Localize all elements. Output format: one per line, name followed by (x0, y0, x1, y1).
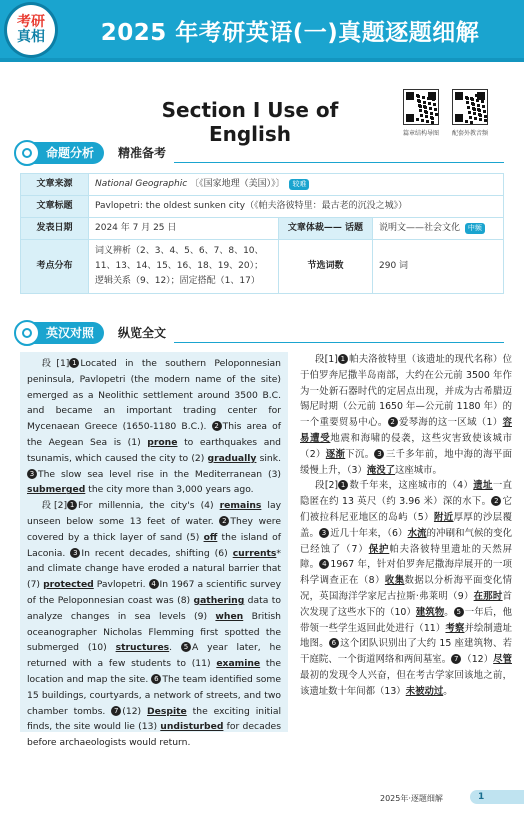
answer-word: undisturbed (160, 721, 224, 733)
compare-underline (174, 342, 504, 343)
sentence-number: 3 (27, 469, 37, 479)
answer-word: currents (232, 547, 277, 559)
text-run: 下沉。 (345, 448, 375, 460)
footer-text: 2025年·逐题细解 (380, 794, 443, 803)
qr-module (429, 107, 432, 110)
text-run: 三千多年前，地中海的海平面缓慢上升，（3） (300, 448, 512, 476)
answer-word: 未被动过 (405, 685, 444, 697)
qr-module (483, 110, 486, 113)
sentence-number: 4 (319, 559, 329, 569)
answer-word: Despite (147, 705, 187, 717)
compare-pill-label: 英汉对照 (46, 326, 95, 340)
sentence-number: 2 (388, 417, 398, 427)
text-run: 并绘制遗址地图。 (300, 622, 512, 650)
sentence-number: 2 (491, 496, 501, 506)
text-run: sink. (256, 452, 281, 464)
book-title: 2025 年考研英语(一)真题逐题细解 (100, 20, 480, 46)
chinese-translation (300, 352, 512, 700)
qr-module (435, 113, 438, 116)
answer-word: 尽管 (493, 654, 512, 666)
text-run: A year later, he returned with a few students to (11) (27, 642, 282, 670)
text-run: 数千年来，这座城市的（4） (349, 480, 474, 492)
answer-word: submerged (27, 484, 86, 496)
qr-module (478, 109, 481, 112)
qr-module (473, 112, 476, 115)
text-run: 帕夫洛彼特里遗址的天然屏障。 (300, 543, 512, 571)
english-paragraph-2 (27, 498, 281, 751)
qr-module (428, 102, 431, 105)
qr-module (479, 114, 482, 117)
qr-module (475, 94, 478, 97)
chinese-paragraph-1 (300, 352, 512, 478)
text-run: . (169, 642, 181, 654)
source-value (89, 174, 504, 196)
text-run: to earthquakes and tsunamis, which caused the city to (2) (27, 436, 281, 464)
analysis-subtitle: 精准备考 (118, 146, 167, 160)
text-run: 。 (443, 685, 453, 697)
qr-module (430, 112, 433, 115)
text-run: 地震和海啸的侵袭，这些灾害致使该城市（2） (300, 432, 512, 460)
text-run: * and climate change have eroded a natural barrier that (7) (27, 547, 281, 591)
text-run: (12) (122, 705, 148, 717)
sentence-number: 5 (181, 642, 191, 652)
answer-word: 保护 (368, 543, 390, 555)
answer-word: 附近 (433, 511, 454, 523)
qr-module (465, 120, 468, 123)
qr-module (471, 98, 474, 101)
text-run: 厚厚的沙层覆盖。 (300, 511, 512, 539)
text-run: Located in the southern Peloponnesian peninsula, Pavlopetri (the modern name of the site) emerged as a Neolithic settlement around 3500 B.C. and became an important trading center for Mycenaean Greece (1650-1180 B.C.). (27, 358, 281, 433)
text-run: 一直隐匿在约 13 英尺（约 3.96 米）深的水下。 (300, 480, 512, 508)
sentence-number: 3 (374, 449, 384, 459)
source-cn: 〔《国家地理（美国）》〕 (190, 179, 285, 189)
qr-module (481, 100, 484, 103)
analysis-heading (14, 142, 504, 164)
frequency-badge: 中频 (465, 223, 485, 234)
sentence-number: 1 (338, 354, 348, 364)
qr-module (422, 96, 425, 99)
analysis-pill-label: 命题分析 (46, 146, 95, 160)
sentence-number: 6 (329, 638, 339, 648)
source-name: National Geographic (95, 179, 188, 189)
text-run: data to analyze changes in sea levels (9) (27, 594, 281, 622)
qr-finder-mark (455, 114, 463, 122)
logo-line2: 真相 (17, 29, 45, 45)
qr-module (467, 106, 470, 109)
qr-module (420, 114, 423, 117)
text-run: 它们被拉科尼亚地区的岛屿（5） (300, 496, 512, 523)
page-number: 1 (470, 790, 524, 804)
answer-word: off (203, 531, 218, 543)
qr-module (466, 101, 469, 104)
section-title: Section Ⅰ Use of English (161, 98, 339, 146)
text-run: 段[1] (315, 354, 338, 365)
text-run: 爱琴海的这一区域（1） (398, 417, 503, 429)
answer-word: examine (216, 658, 261, 670)
text-run: the island of Laconia. (27, 531, 281, 559)
brand-logo (4, 2, 58, 58)
word-count-value: 290 词 (373, 240, 504, 294)
compare-heading (14, 322, 504, 344)
sentence-number: 1 (338, 480, 348, 490)
english-passage (20, 352, 288, 749)
qr-module (419, 109, 422, 112)
answer-word: 考察 (445, 622, 465, 634)
qr-module (432, 98, 435, 101)
source-label: 文章来源 (21, 174, 89, 196)
qr-module (474, 117, 477, 120)
english-paragraph-1 (27, 356, 281, 498)
difficulty-badge: 较难 (289, 179, 309, 190)
title-value: Pavlopetri: the oldest sunken city（《帕夫洛彼特里：最古老的沉没之城》） (89, 196, 504, 218)
text-run: 段[2] (41, 500, 68, 512)
qr-module (433, 103, 436, 106)
text-run: 这座城市。 (395, 464, 442, 476)
qr-finder-mark (406, 114, 414, 122)
answer-word: 遗址 (473, 480, 493, 492)
qr-module (482, 105, 485, 108)
magnifier-icon (14, 140, 40, 166)
qr-module (423, 101, 426, 104)
text-run: This area of the Aegean Sea is (1) (27, 421, 281, 448)
text-run: 首次发现了这些水下的（10） (300, 590, 512, 618)
distribution-value: 词义辨析（2、3、4、5、6、7、8、10、11、13、14、15、16、18、19、20）；逻辑关系（9、12）；固定搭配（1、17） (89, 240, 279, 294)
chinese-paragraph-2 (300, 478, 512, 699)
text-run: In recent decades, shifting (6) (81, 547, 233, 559)
text-run: lay unseen below some 13 feet of water. (27, 500, 282, 527)
sentence-number: 6 (151, 674, 161, 684)
genre-text: 说明文——社会文化 (379, 223, 461, 233)
text-run: 这个团队识别出了大约 15 座建筑物、若干庭院、一个街道网络和两间墓室。 (300, 638, 512, 666)
text-run: Pavlopetri. (93, 579, 149, 591)
qr-module (473, 108, 476, 111)
qr-code-structure[interactable] (403, 89, 439, 125)
qr-module (479, 118, 482, 121)
qr-module (417, 95, 420, 98)
text-run: for decades before archaeologists would return. (27, 721, 281, 749)
qr-module (484, 115, 487, 118)
qr-module (432, 94, 435, 97)
text-run: 数据以分析海平面变化情况，英国海洋学家尼古拉斯·弗莱明（9） (300, 575, 512, 602)
header-stripe (0, 58, 524, 62)
text-run: For millennia, the city's (4) (78, 500, 220, 512)
answer-word: structures (115, 642, 170, 654)
qr-code-audio[interactable] (452, 89, 488, 125)
text-run: （12） (462, 654, 494, 666)
answer-word: 收集 (384, 575, 405, 587)
qr-module (466, 97, 469, 100)
text-run: the location and map the site. (27, 658, 281, 685)
text-run: 最初的发现令人兴奋，但在考古学家回该地之前，该遗址数十年间都（13） (300, 669, 512, 697)
distribution-label: 考点分布 (21, 240, 89, 294)
text-run: 的冲刷和气候的变化已经蚀了（7） (300, 527, 512, 555)
genre-label: 文章体裁—— 话题 (279, 218, 373, 240)
text-run: the city more than 3,000 years ago. (85, 484, 254, 496)
sentence-number: 1 (69, 358, 79, 368)
qr-module (424, 106, 427, 109)
text-run: 1967 年，针对伯罗奔尼撒海岸展开的一项科学调查正在（8） (300, 559, 512, 587)
text-run: 。 (444, 606, 454, 618)
qr-module (477, 104, 480, 107)
text-run: 段[1] (41, 358, 70, 369)
analysis-underline (174, 162, 504, 163)
answer-word: 建筑物 (415, 606, 445, 618)
text-run: 段[2] (315, 480, 339, 492)
qr-module (470, 121, 473, 124)
qr-module (421, 119, 424, 122)
answer-word: 容易遭受 (300, 417, 512, 444)
qr-module (484, 119, 487, 122)
qr-module (427, 97, 430, 100)
qr-module (425, 115, 428, 118)
qr-module (431, 121, 434, 124)
sentence-number: 3 (70, 548, 80, 558)
sentence-number: 2 (212, 421, 222, 431)
genre-value (373, 218, 504, 240)
answer-word: gradually (207, 452, 257, 464)
qr-module (426, 120, 429, 123)
text-run: 帕夫洛彼特里（该遗址的现代名称）位于伯罗奔尼撒半岛南部，大约在公元前 3500 年作为一处新石器时代的定居点出现，并成为古希腊迈锡尼时期（公元前 1650 年—公元前 1180 年）的一个重要贸易中心。 (300, 354, 512, 429)
book-icon (14, 320, 40, 346)
article-info-table (20, 173, 504, 294)
title-label: 文章标题 (21, 196, 89, 218)
answer-word: prone (147, 436, 178, 448)
sentence-number: 3 (319, 528, 329, 538)
text-run: 一年后，他带领一些学生返回此处进行（11） (300, 606, 512, 634)
answer-word: gathering (193, 594, 245, 606)
text-run: 近几十年来，（6） (330, 527, 408, 539)
date-value: 2024 年 7 月 25 日 (89, 218, 279, 240)
sentence-number: 4 (149, 579, 159, 589)
sentence-number: 2 (219, 516, 229, 526)
answer-word: 水流 (407, 527, 427, 539)
answer-word: 在那时 (473, 590, 503, 602)
qr-module (425, 111, 428, 114)
text-run: British oceanographer Nicholas Flemming first spotted the submerged (10) (27, 610, 281, 654)
answer-word: protected (43, 579, 94, 591)
answer-word: 逐渐 (325, 448, 346, 460)
qr-finder-mark (455, 92, 463, 100)
qr-module (472, 103, 475, 106)
text-run: the exciting initial finds, the site would lie (13) (27, 705, 281, 733)
qr-module (434, 108, 437, 111)
compare-subtitle: 纵览全文 (118, 326, 167, 340)
date-label: 发表日期 (21, 218, 89, 240)
qr-module (468, 111, 471, 114)
qr-module (416, 118, 419, 121)
text-run: In 1967 a scientific survey of the Peloponnesian coast was (8) (27, 579, 282, 606)
logo-line1: 考研 (17, 14, 45, 30)
answer-word: when (215, 610, 244, 622)
sentence-number: 5 (454, 607, 464, 617)
qr-module (480, 95, 483, 98)
qr-module (418, 100, 421, 103)
answer-word: 淹没了 (366, 464, 396, 476)
qr-module (476, 99, 479, 102)
qr-finder-mark (406, 92, 414, 100)
text-run: The slow sea level rise in the Mediterranean (3) (38, 468, 281, 480)
sentence-number: 7 (451, 654, 461, 664)
text-run: The team identified some 15 buildings, courtyards, a network of streets, and two chamber tombs. (27, 673, 281, 717)
answer-word: remains (219, 500, 262, 512)
text-run: They were covered by a thick layer of sand (5) (27, 515, 281, 543)
sentence-number: 1 (67, 500, 77, 510)
word-count-label: 节选词数 (279, 240, 373, 294)
qr-caption-structure: 篇章结构导图 (402, 130, 439, 137)
sentence-number: 7 (111, 706, 121, 716)
qr-module (469, 116, 472, 119)
qr-caption-audio: 配套外教音频 (451, 130, 488, 137)
qr-module (431, 117, 434, 120)
qr-module (419, 105, 422, 108)
